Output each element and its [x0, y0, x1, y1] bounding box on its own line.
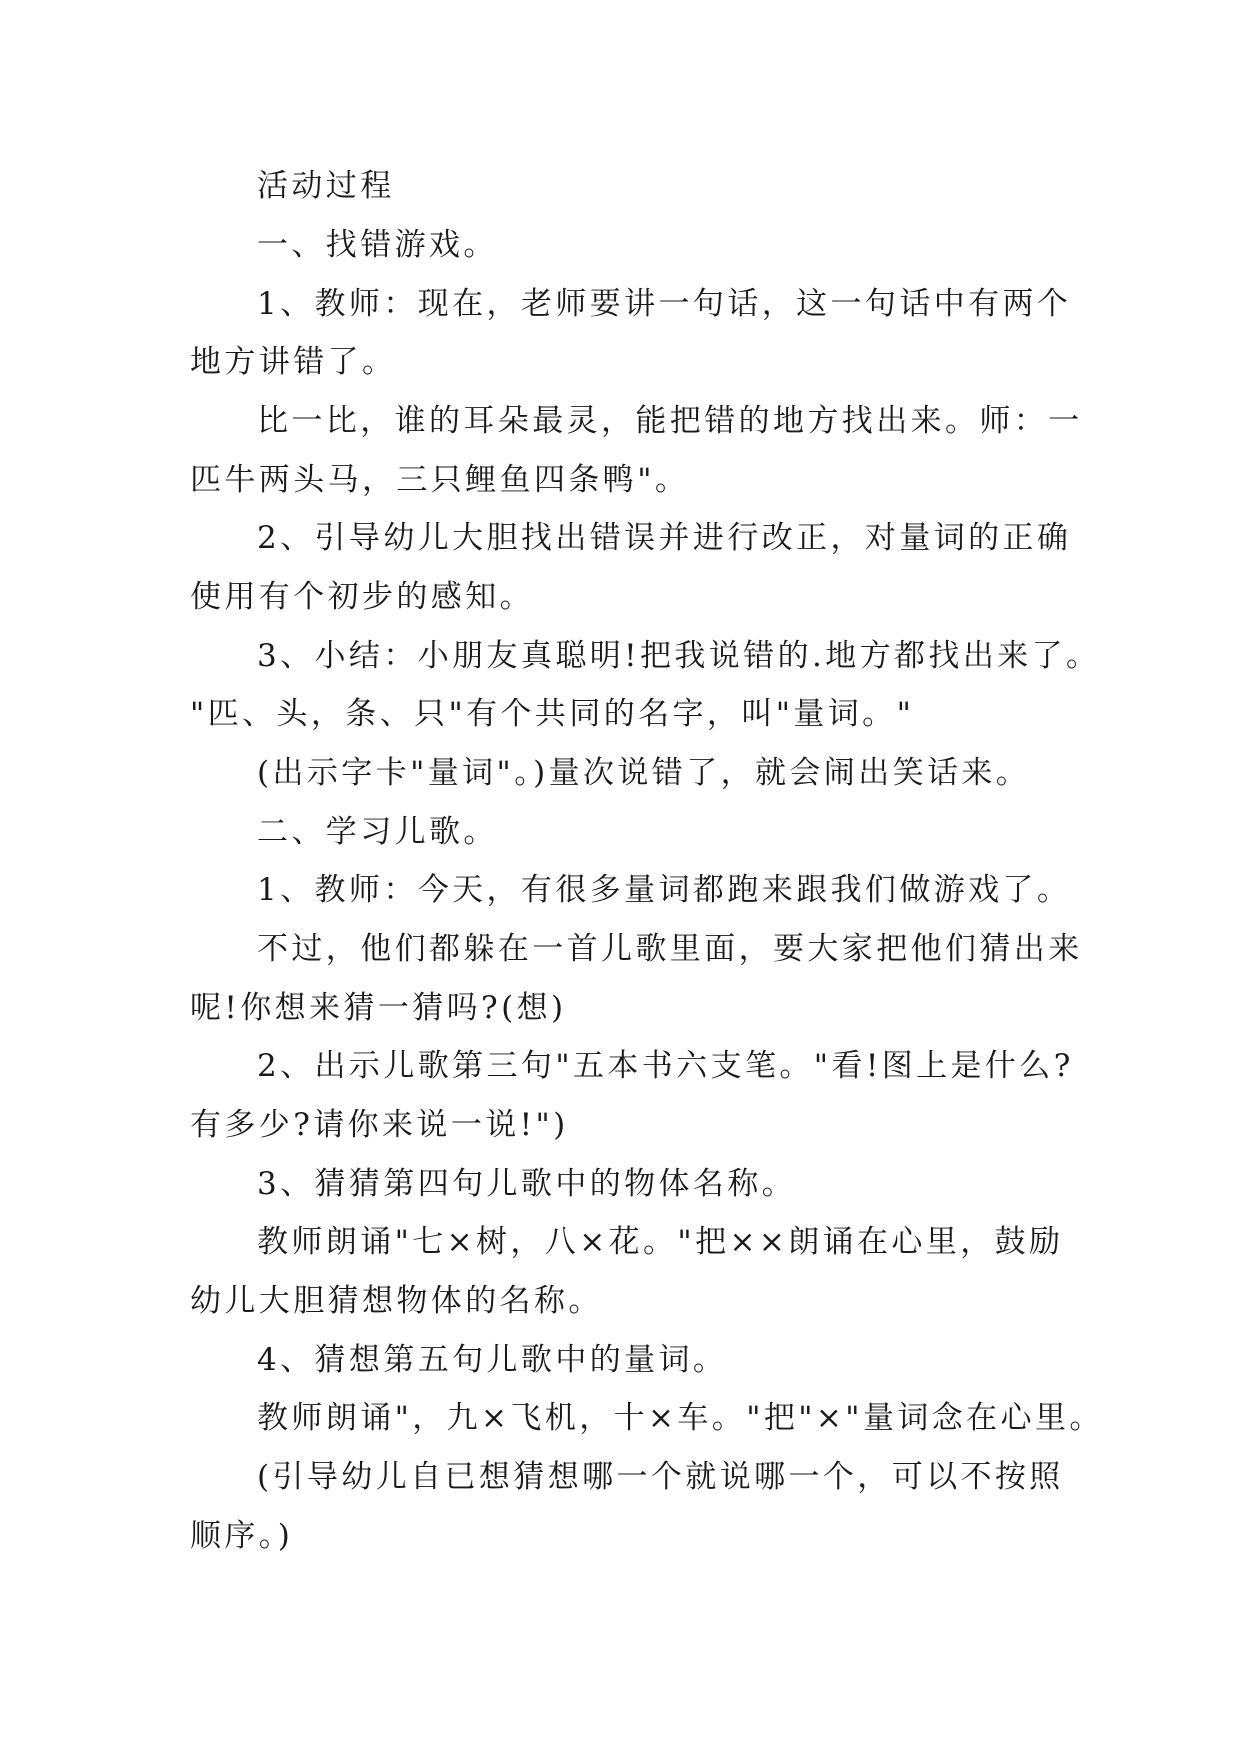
paragraph-line: 3、小结：小朋友真聪明!把我说错的.地方都找出来了。 [257, 638, 1101, 674]
paragraph-line: 不过，他们都躲在一首儿歌里面，要大家把他们猜出来 [257, 931, 1083, 967]
paragraph-line: 教师朗诵"七×树，八×花。"把××朗诵在心里，鼓励 [257, 1224, 1064, 1260]
paragraph-line: 教师朗诵"，九×飞机，十×车。"把"×"量词念在心里。 [257, 1400, 1104, 1436]
section-heading: 活动过程 [257, 168, 395, 204]
paragraph-line: 顺序。) [190, 1518, 294, 1554]
paragraph-line: 使用有个初步的感知。 [190, 579, 534, 615]
paragraph-line: 3、猜猜第四句儿歌中的物体名称。 [257, 1166, 797, 1202]
paragraph-line: 匹牛两头马，三只鲤鱼四条鸭"。 [190, 462, 690, 498]
paragraph-line: "匹、头，条、只"有个共同的名字，叫"量词。" [190, 696, 915, 732]
paragraph-line: 1、教师：现在，老师要讲一句话，这一句话中有两个 [257, 286, 1072, 322]
section-heading: 一、找错游戏。 [257, 227, 498, 263]
paragraph-line: 幼儿大胆猜想物体的名称。 [190, 1283, 603, 1319]
paragraph-line: 2、出示儿歌第三句"五本书六支笔。"看!图上是什么? [257, 1048, 1074, 1084]
paragraph-line: (出示字卡"量词"。)量次说错了，就会闹出笑话来。 [257, 755, 1031, 791]
paragraph-line: 2、引导幼儿大胆找出错误并进行改正，对量词的正确 [257, 520, 1072, 556]
paragraph-line: 有多少?请你来说一说!") [190, 1107, 569, 1143]
section-heading: 二、学习儿歌。 [257, 814, 498, 850]
paragraph-line: 4、猜想第五句儿歌中的量词。 [257, 1342, 728, 1378]
paragraph-line: 比一比，谁的耳朵最灵，能把错的地方找出来。师：一 [257, 403, 1083, 439]
paragraph-line: 呢!你想来猜一猜吗?(想) [190, 990, 567, 1026]
paragraph-line: 1、教师：今天，有很多量词都跑来跟我们做游戏了。 [257, 872, 1072, 908]
paragraph-line: 地方讲错了。 [190, 344, 397, 380]
paragraph-line: (引导幼儿自已想猜想哪一个就说哪一个，可以不按照 [257, 1459, 1064, 1495]
